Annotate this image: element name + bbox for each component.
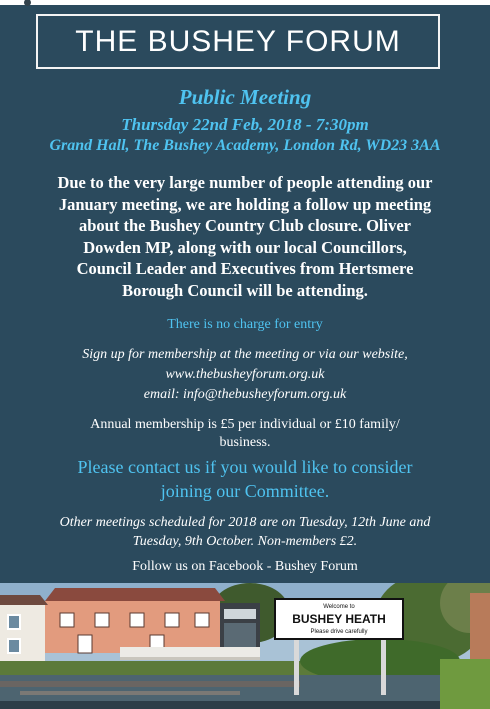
- body-line: January meeting, we are holding a follow up meeting: [58, 194, 432, 214]
- body-line: Dowden MP, along with our local Councillors,: [83, 237, 407, 257]
- committee-invite: Please contact us if you would like to consider: [77, 457, 413, 477]
- top-border: [0, 0, 490, 5]
- event-venue: Grand Hall, The Bushey Academy, London Rd, WD23 3AA: [49, 137, 441, 154]
- corner-dot: [24, 0, 31, 6]
- body-line: Council Leader and Executives from Hertsmere: [76, 259, 414, 279]
- membership-signup: Sign up for membership at the meeting or via our website,: [82, 347, 408, 362]
- facebook-note: Follow us on Facebook - Bushey Forum: [132, 559, 358, 574]
- body-line: about the Bushey Country Club closure. Oliver: [78, 216, 411, 236]
- website-link[interactable]: www.thebusheyforum.org.uk: [165, 367, 325, 382]
- event-datetime: Thursday 22nd Feb, 2018 - 7:30pm: [121, 115, 369, 134]
- membership-fee: Annual membership is £5 per individual or £10 family/: [90, 417, 400, 432]
- other-meetings-cont: Tuesday, 9th October. Non-members £2.: [132, 534, 358, 549]
- email-link[interactable]: email: info@thebusheyforum.org.uk: [143, 387, 347, 402]
- sign-main-text: BUSHEY HEATH: [292, 612, 386, 626]
- event-heading: Public Meeting: [178, 85, 312, 109]
- committee-invite-cont: joining our Committee.: [160, 481, 330, 501]
- village-pond-photo: [0, 583, 490, 709]
- sign-top-text: Welcome to: [323, 604, 355, 610]
- no-charge-note: There is no charge for entry: [167, 317, 323, 332]
- title-box: [36, 14, 440, 69]
- body-line: Borough Council will be attending.: [122, 280, 368, 300]
- sign-bottom-text: Please drive carefully: [310, 629, 368, 635]
- other-meetings: Other meetings scheduled for 2018 are on Tuesday, 12th June and: [59, 515, 431, 530]
- body-paragraph: [0, 172, 490, 302]
- membership-fee-cont: business.: [219, 435, 271, 450]
- body-line: Due to the very large number of people attending our: [57, 173, 433, 192]
- page-title: THE BUSHEY FORUM: [75, 24, 401, 58]
